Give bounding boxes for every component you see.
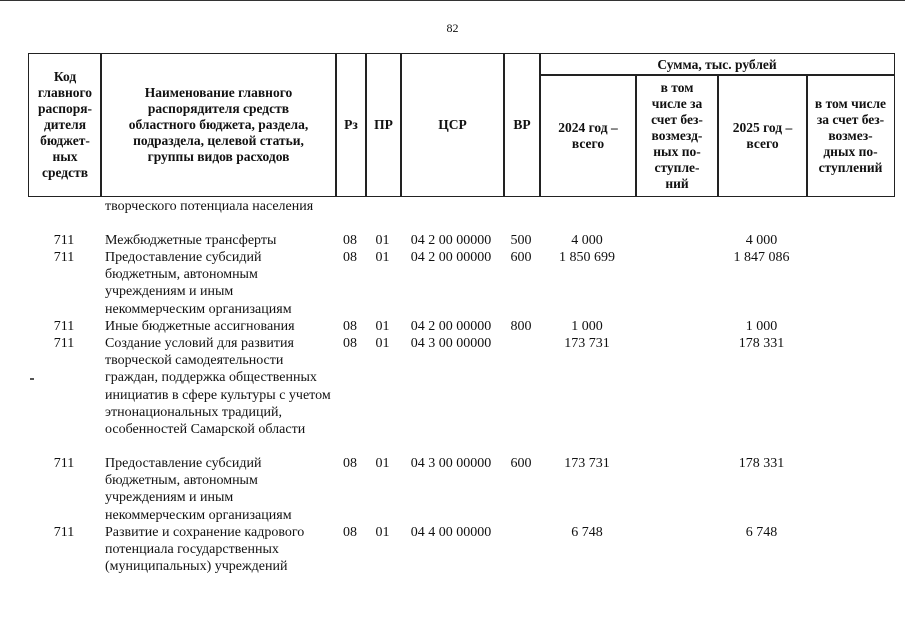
row-sum-2024: 6 748 bbox=[571, 525, 603, 540]
header-pr: ПР bbox=[365, 53, 402, 197]
row-pr: 01 bbox=[375, 250, 390, 265]
row-pr: 01 bbox=[375, 456, 390, 471]
row-pr: 01 bbox=[375, 319, 390, 334]
table-row bbox=[28, 524, 895, 576]
row-rz: 08 bbox=[343, 336, 357, 351]
header-sum: Сумма, тыс. рублей bbox=[539, 53, 895, 76]
table-row bbox=[28, 455, 895, 524]
header-2024-free: в том числе за счет без-возмезд-ных по-ступле-ний bbox=[635, 74, 719, 197]
row-csr: 04 2 00 00000 bbox=[410, 250, 492, 265]
row-sum-2025: 6 748 bbox=[745, 525, 778, 540]
row-rz: 08 bbox=[343, 250, 357, 265]
row-sum-2025: 1 000 bbox=[745, 319, 778, 334]
row-sum-2024: 173 731 bbox=[564, 456, 610, 471]
header-vr: ВР bbox=[503, 53, 541, 197]
row-csr: 04 3 00 00000 bbox=[410, 336, 492, 351]
header-2025-total: 2025 год – всего bbox=[717, 74, 808, 197]
header-rz: Рз bbox=[335, 53, 367, 197]
row-csr: 04 2 00 00000 bbox=[410, 319, 492, 334]
row-name: творческого потенциала населения bbox=[105, 199, 314, 214]
row-sum-2024: 1 850 699 bbox=[559, 250, 615, 265]
row-pr: 01 bbox=[375, 336, 390, 351]
table-row bbox=[28, 232, 895, 249]
header-2025-free: в том числе за счет без-возмез-дных по-ступлений bbox=[806, 74, 895, 197]
row-sum-2025: 4 000 bbox=[745, 233, 778, 248]
row-sum-2025: 178 331 bbox=[738, 336, 785, 351]
row-sum-2025: 178 331 bbox=[738, 456, 785, 471]
row-csr: 04 4 00 00000 bbox=[410, 525, 492, 540]
page-number: 82 bbox=[446, 21, 459, 35]
row-sum-2024: 173 731 bbox=[564, 336, 610, 351]
table-row bbox=[28, 318, 895, 335]
row-code: 711 bbox=[53, 233, 75, 248]
row-sum-2024: 4 000 bbox=[571, 233, 603, 248]
row-code: 711 bbox=[53, 319, 75, 334]
row-sum-2024: 1 000 bbox=[571, 319, 603, 334]
table-row bbox=[28, 249, 895, 318]
table-row bbox=[28, 335, 895, 455]
row-csr: 04 3 00 00000 bbox=[410, 456, 492, 471]
row-name: Создание условий для развития творческой самодеятельности граждан, поддержка общественных инициатив в сфере культуры с учетом этнонациональных традиций, особенностей Самарской области bbox=[105, 336, 331, 438]
top-rule bbox=[0, 0, 905, 1]
row-pr: 01 bbox=[375, 525, 390, 540]
row-name: Межбюджетные трансферты bbox=[105, 233, 277, 248]
row-rz: 08 bbox=[343, 456, 357, 471]
row-name: Иные бюджетные ассигнования bbox=[105, 319, 295, 334]
scan-speck bbox=[30, 378, 34, 380]
row-code: 711 bbox=[53, 250, 75, 265]
row-rz: 08 bbox=[343, 319, 357, 334]
row-vr: 800 bbox=[510, 319, 532, 334]
row-name: Предоставление субсидий бюджетным, автономным учреждениям и иным некоммерческим организациям bbox=[105, 456, 292, 523]
header-name: Наименование главного распорядителя средств областного бюджета, раздела, подраздела, целевой статьи, группы видов расходов bbox=[100, 53, 337, 197]
row-code: 711 bbox=[53, 456, 75, 471]
row-name: Предоставление субсидий бюджетным, автономным учреждениям и иным некоммерческим организациям bbox=[105, 250, 292, 317]
row-code: 711 bbox=[53, 525, 75, 540]
header-code: Код главного распоря-дителя бюджет-ных средств bbox=[28, 53, 102, 197]
row-name: Развитие и сохранение кадрового потенциала государственных (муниципальных) учреждений bbox=[105, 525, 305, 575]
row-pr: 01 bbox=[375, 233, 390, 248]
row-vr: 600 bbox=[510, 250, 532, 265]
row-code: 711 bbox=[53, 336, 75, 351]
table-row bbox=[28, 198, 895, 232]
row-rz: 08 bbox=[343, 525, 357, 540]
row-vr: 600 bbox=[510, 456, 532, 471]
row-rz: 08 bbox=[343, 233, 357, 248]
header-csr: ЦСР bbox=[400, 53, 505, 197]
header-2024-total: 2024 год – всего bbox=[539, 74, 637, 197]
table-body bbox=[28, 198, 895, 576]
row-sum-2025: 1 847 086 bbox=[733, 250, 790, 265]
row-vr: 500 bbox=[510, 233, 532, 248]
table-header bbox=[28, 53, 895, 197]
row-csr: 04 2 00 00000 bbox=[410, 233, 492, 248]
